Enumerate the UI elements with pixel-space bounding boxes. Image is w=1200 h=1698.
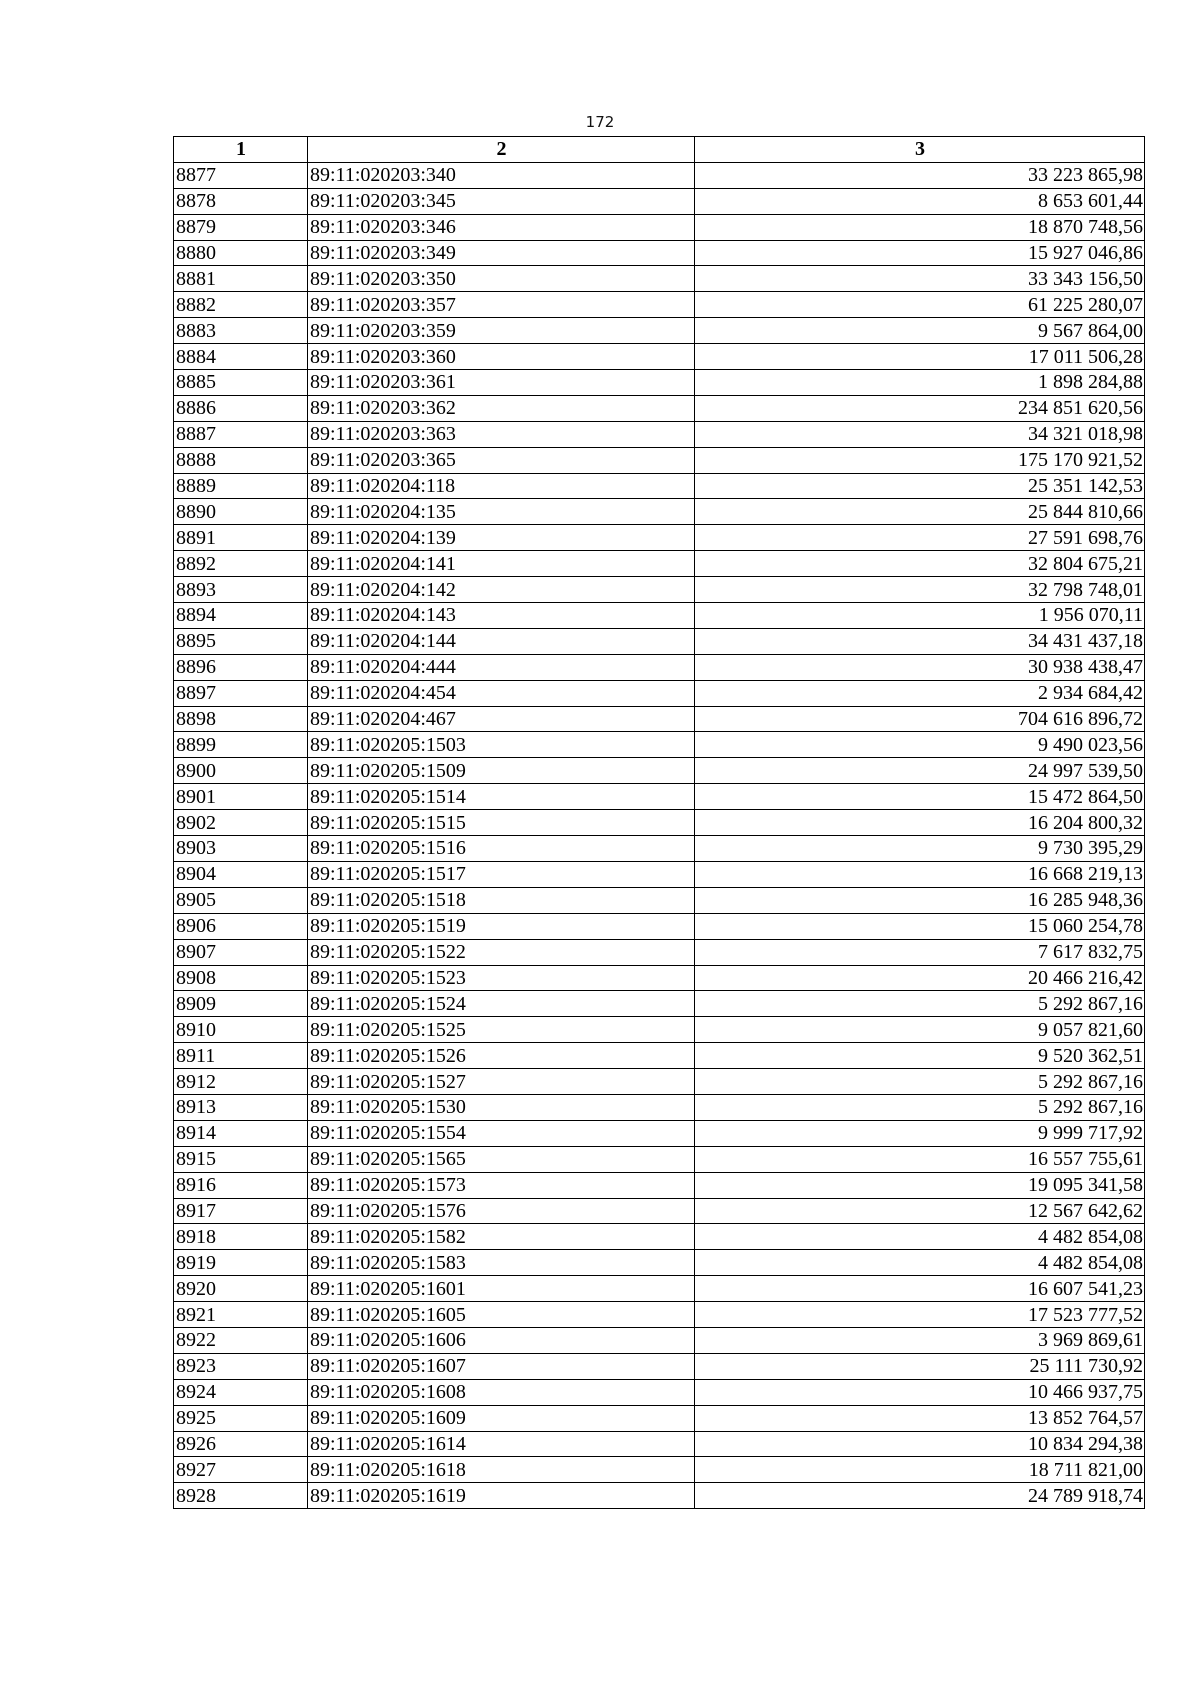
value-cell: 9 999 717,92 xyxy=(695,1120,1145,1146)
value-cell: 16 285 948,36 xyxy=(695,887,1145,913)
row-number-cell: 8905 xyxy=(174,887,308,913)
cadastral-number-cell: 89:11:020203:362 xyxy=(308,395,695,421)
registry-table xyxy=(173,136,1145,1509)
value-cell: 9 490 023,56 xyxy=(695,732,1145,758)
table-row xyxy=(174,810,1145,836)
table-row xyxy=(174,1198,1145,1224)
value-cell: 175 170 921,52 xyxy=(695,447,1145,473)
column-header-2: 2 xyxy=(308,137,695,163)
value-cell: 61 225 280,07 xyxy=(695,292,1145,318)
table-row xyxy=(174,1276,1145,1302)
table-row xyxy=(174,499,1145,525)
cadastral-number-cell: 89:11:020204:142 xyxy=(308,577,695,603)
value-cell: 1 956 070,11 xyxy=(695,603,1145,629)
cadastral-number-cell: 89:11:020205:1608 xyxy=(308,1379,695,1405)
table-body xyxy=(174,162,1145,1508)
row-number-cell: 8908 xyxy=(174,965,308,991)
cadastral-number-cell: 89:11:020205:1619 xyxy=(308,1483,695,1509)
table-row xyxy=(174,603,1145,629)
value-cell: 15 927 046,86 xyxy=(695,240,1145,266)
cadastral-number-cell: 89:11:020203:361 xyxy=(308,370,695,396)
value-cell: 234 851 620,56 xyxy=(695,395,1145,421)
row-number-cell: 8927 xyxy=(174,1457,308,1483)
table-row xyxy=(174,628,1145,654)
cadastral-number-cell: 89:11:020205:1517 xyxy=(308,861,695,887)
table-row xyxy=(174,913,1145,939)
row-number-cell: 8900 xyxy=(174,758,308,784)
row-number-cell: 8885 xyxy=(174,370,308,396)
cadastral-number-cell: 89:11:020205:1527 xyxy=(308,1069,695,1095)
value-cell: 5 292 867,16 xyxy=(695,1094,1145,1120)
value-cell: 15 472 864,50 xyxy=(695,784,1145,810)
cadastral-number-cell: 89:11:020203:359 xyxy=(308,318,695,344)
cadastral-number-cell: 89:11:020205:1607 xyxy=(308,1353,695,1379)
row-number-cell: 8903 xyxy=(174,836,308,862)
table-row xyxy=(174,1379,1145,1405)
cadastral-number-cell: 89:11:020203:345 xyxy=(308,188,695,214)
table-row xyxy=(174,188,1145,214)
value-cell: 34 321 018,98 xyxy=(695,421,1145,447)
cadastral-number-cell: 89:11:020204:467 xyxy=(308,706,695,732)
value-cell: 5 292 867,16 xyxy=(695,991,1145,1017)
value-cell: 18 711 821,00 xyxy=(695,1457,1145,1483)
cadastral-number-cell: 89:11:020205:1530 xyxy=(308,1094,695,1120)
value-cell: 7 617 832,75 xyxy=(695,939,1145,965)
value-cell: 27 591 698,76 xyxy=(695,525,1145,551)
cadastral-number-cell: 89:11:020205:1524 xyxy=(308,991,695,1017)
row-number-cell: 8909 xyxy=(174,991,308,1017)
cadastral-number-cell: 89:11:020204:135 xyxy=(308,499,695,525)
cadastral-number-cell: 89:11:020203:365 xyxy=(308,447,695,473)
value-cell: 9 057 821,60 xyxy=(695,1017,1145,1043)
page-number: 172 xyxy=(585,113,615,131)
cadastral-number-cell: 89:11:020205:1503 xyxy=(308,732,695,758)
row-number-cell: 8880 xyxy=(174,240,308,266)
cadastral-number-cell: 89:11:020205:1582 xyxy=(308,1224,695,1250)
row-number-cell: 8922 xyxy=(174,1327,308,1353)
column-header-1: 1 xyxy=(174,137,308,163)
row-number-cell: 8899 xyxy=(174,732,308,758)
value-cell: 17 523 777,52 xyxy=(695,1302,1145,1328)
cadastral-number-cell: 89:11:020205:1573 xyxy=(308,1172,695,1198)
value-cell: 25 351 142,53 xyxy=(695,473,1145,499)
row-number-cell: 8920 xyxy=(174,1276,308,1302)
value-cell: 18 870 748,56 xyxy=(695,214,1145,240)
table-row xyxy=(174,162,1145,188)
table-row xyxy=(174,1250,1145,1276)
cadastral-number-cell: 89:11:020205:1601 xyxy=(308,1276,695,1302)
value-cell: 32 798 748,01 xyxy=(695,577,1145,603)
row-number-cell: 8878 xyxy=(174,188,308,214)
row-number-cell: 8886 xyxy=(174,395,308,421)
row-number-cell: 8928 xyxy=(174,1483,308,1509)
value-cell: 3 969 869,61 xyxy=(695,1327,1145,1353)
table-row xyxy=(174,1094,1145,1120)
table-row xyxy=(174,240,1145,266)
cadastral-number-cell: 89:11:020204:444 xyxy=(308,654,695,680)
cadastral-number-cell: 89:11:020205:1515 xyxy=(308,810,695,836)
value-cell: 16 557 755,61 xyxy=(695,1146,1145,1172)
cadastral-number-cell: 89:11:020205:1525 xyxy=(308,1017,695,1043)
table-row xyxy=(174,395,1145,421)
value-cell: 32 804 675,21 xyxy=(695,551,1145,577)
row-number-cell: 8924 xyxy=(174,1379,308,1405)
cadastral-number-cell: 89:11:020205:1583 xyxy=(308,1250,695,1276)
table-row xyxy=(174,292,1145,318)
table-row xyxy=(174,577,1145,603)
value-cell: 9 730 395,29 xyxy=(695,836,1145,862)
table-row xyxy=(174,1224,1145,1250)
row-number-cell: 8918 xyxy=(174,1224,308,1250)
value-cell: 10 466 937,75 xyxy=(695,1379,1145,1405)
row-number-cell: 8912 xyxy=(174,1069,308,1095)
row-number-cell: 8893 xyxy=(174,577,308,603)
value-cell: 9 520 362,51 xyxy=(695,1043,1145,1069)
row-number-cell: 8910 xyxy=(174,1017,308,1043)
cadastral-number-cell: 89:11:020203:357 xyxy=(308,292,695,318)
row-number-cell: 8915 xyxy=(174,1146,308,1172)
value-cell: 9 567 864,00 xyxy=(695,318,1145,344)
cadastral-number-cell: 89:11:020205:1518 xyxy=(308,887,695,913)
table-row xyxy=(174,887,1145,913)
value-cell: 8 653 601,44 xyxy=(695,188,1145,214)
value-cell: 24 997 539,50 xyxy=(695,758,1145,784)
cadastral-number-cell: 89:11:020203:349 xyxy=(308,240,695,266)
row-number-cell: 8887 xyxy=(174,421,308,447)
table-row xyxy=(174,1327,1145,1353)
row-number-cell: 8902 xyxy=(174,810,308,836)
cadastral-number-cell: 89:11:020204:141 xyxy=(308,551,695,577)
cadastral-number-cell: 89:11:020205:1516 xyxy=(308,836,695,862)
row-number-cell: 8890 xyxy=(174,499,308,525)
row-number-cell: 8916 xyxy=(174,1172,308,1198)
row-number-cell: 8914 xyxy=(174,1120,308,1146)
table-row xyxy=(174,447,1145,473)
row-number-cell: 8884 xyxy=(174,344,308,370)
row-number-cell: 8923 xyxy=(174,1353,308,1379)
table-row xyxy=(174,784,1145,810)
value-cell: 16 204 800,32 xyxy=(695,810,1145,836)
table-row xyxy=(174,1431,1145,1457)
table-row xyxy=(174,965,1145,991)
cadastral-number-cell: 89:11:020203:350 xyxy=(308,266,695,292)
cadastral-number-cell: 89:11:020203:340 xyxy=(308,162,695,188)
cadastral-number-cell: 89:11:020204:118 xyxy=(308,473,695,499)
row-number-cell: 8892 xyxy=(174,551,308,577)
cadastral-number-cell: 89:11:020205:1576 xyxy=(308,1198,695,1224)
value-cell: 33 343 156,50 xyxy=(695,266,1145,292)
row-number-cell: 8883 xyxy=(174,318,308,344)
cadastral-number-cell: 89:11:020204:143 xyxy=(308,603,695,629)
cadastral-number-cell: 89:11:020205:1606 xyxy=(308,1327,695,1353)
value-cell: 34 431 437,18 xyxy=(695,628,1145,654)
value-cell: 25 844 810,66 xyxy=(695,499,1145,525)
row-number-cell: 8906 xyxy=(174,913,308,939)
value-cell: 4 482 854,08 xyxy=(695,1250,1145,1276)
table-row xyxy=(174,551,1145,577)
value-cell: 17 011 506,28 xyxy=(695,344,1145,370)
row-number-cell: 8888 xyxy=(174,447,308,473)
value-cell: 20 466 216,42 xyxy=(695,965,1145,991)
row-number-cell: 8897 xyxy=(174,680,308,706)
column-header-3: 3 xyxy=(695,137,1145,163)
value-cell: 4 482 854,08 xyxy=(695,1224,1145,1250)
cadastral-number-cell: 89:11:020205:1618 xyxy=(308,1457,695,1483)
cadastral-number-cell: 89:11:020205:1614 xyxy=(308,1431,695,1457)
table-row xyxy=(174,680,1145,706)
table-row xyxy=(174,758,1145,784)
row-number-cell: 8919 xyxy=(174,1250,308,1276)
row-number-cell: 8877 xyxy=(174,162,308,188)
table-row xyxy=(174,344,1145,370)
value-cell: 5 292 867,16 xyxy=(695,1069,1145,1095)
cadastral-number-cell: 89:11:020205:1609 xyxy=(308,1405,695,1431)
table-row xyxy=(174,1302,1145,1328)
table-row xyxy=(174,525,1145,551)
row-number-cell: 8896 xyxy=(174,654,308,680)
table-row xyxy=(174,1483,1145,1509)
table-row xyxy=(174,1405,1145,1431)
cadastral-number-cell: 89:11:020203:363 xyxy=(308,421,695,447)
cadastral-number-cell: 89:11:020205:1565 xyxy=(308,1146,695,1172)
value-cell: 19 095 341,58 xyxy=(695,1172,1145,1198)
cadastral-number-cell: 89:11:020205:1514 xyxy=(308,784,695,810)
value-cell: 704 616 896,72 xyxy=(695,706,1145,732)
cadastral-number-cell: 89:11:020204:139 xyxy=(308,525,695,551)
value-cell: 13 852 764,57 xyxy=(695,1405,1145,1431)
table-row xyxy=(174,706,1145,732)
cadastral-number-cell: 89:11:020203:346 xyxy=(308,214,695,240)
row-number-cell: 8911 xyxy=(174,1043,308,1069)
value-cell: 1 898 284,88 xyxy=(695,370,1145,396)
table-row xyxy=(174,318,1145,344)
table-row xyxy=(174,861,1145,887)
cadastral-number-cell: 89:11:020205:1526 xyxy=(308,1043,695,1069)
row-number-cell: 8917 xyxy=(174,1198,308,1224)
table-row xyxy=(174,1353,1145,1379)
row-number-cell: 8926 xyxy=(174,1431,308,1457)
value-cell: 16 668 219,13 xyxy=(695,861,1145,887)
cadastral-number-cell: 89:11:020205:1605 xyxy=(308,1302,695,1328)
table-row xyxy=(174,214,1145,240)
row-number-cell: 8921 xyxy=(174,1302,308,1328)
table-row xyxy=(174,1069,1145,1095)
cadastral-number-cell: 89:11:020205:1509 xyxy=(308,758,695,784)
row-number-cell: 8913 xyxy=(174,1094,308,1120)
table-row xyxy=(174,991,1145,1017)
table-row xyxy=(174,370,1145,396)
cadastral-number-cell: 89:11:020203:360 xyxy=(308,344,695,370)
cadastral-number-cell: 89:11:020204:144 xyxy=(308,628,695,654)
value-cell: 10 834 294,38 xyxy=(695,1431,1145,1457)
table-header xyxy=(174,137,1145,163)
row-number-cell: 8882 xyxy=(174,292,308,318)
value-cell: 12 567 642,62 xyxy=(695,1198,1145,1224)
value-cell: 30 938 438,47 xyxy=(695,654,1145,680)
cadastral-number-cell: 89:11:020205:1523 xyxy=(308,965,695,991)
table-row xyxy=(174,421,1145,447)
cadastral-number-cell: 89:11:020205:1522 xyxy=(308,939,695,965)
value-cell: 2 934 684,42 xyxy=(695,680,1145,706)
table-row xyxy=(174,939,1145,965)
table-row xyxy=(174,266,1145,292)
row-number-cell: 8925 xyxy=(174,1405,308,1431)
table-row xyxy=(174,1043,1145,1069)
table-row xyxy=(174,836,1145,862)
table-row xyxy=(174,1457,1145,1483)
row-number-cell: 8904 xyxy=(174,861,308,887)
cadastral-number-cell: 89:11:020205:1519 xyxy=(308,913,695,939)
table-row xyxy=(174,1172,1145,1198)
cadastral-number-cell: 89:11:020204:454 xyxy=(308,680,695,706)
value-cell: 33 223 865,98 xyxy=(695,162,1145,188)
row-number-cell: 8907 xyxy=(174,939,308,965)
row-number-cell: 8881 xyxy=(174,266,308,292)
header-row xyxy=(174,137,1145,163)
row-number-cell: 8895 xyxy=(174,628,308,654)
row-number-cell: 8891 xyxy=(174,525,308,551)
table-row xyxy=(174,1120,1145,1146)
value-cell: 25 111 730,92 xyxy=(695,1353,1145,1379)
row-number-cell: 8889 xyxy=(174,473,308,499)
value-cell: 15 060 254,78 xyxy=(695,913,1145,939)
row-number-cell: 8901 xyxy=(174,784,308,810)
row-number-cell: 8898 xyxy=(174,706,308,732)
table-row xyxy=(174,473,1145,499)
value-cell: 24 789 918,74 xyxy=(695,1483,1145,1509)
row-number-cell: 8879 xyxy=(174,214,308,240)
value-cell: 16 607 541,23 xyxy=(695,1276,1145,1302)
table-row xyxy=(174,732,1145,758)
table-row xyxy=(174,1146,1145,1172)
cadastral-number-cell: 89:11:020205:1554 xyxy=(308,1120,695,1146)
table-row xyxy=(174,1017,1145,1043)
row-number-cell: 8894 xyxy=(174,603,308,629)
table-row xyxy=(174,654,1145,680)
